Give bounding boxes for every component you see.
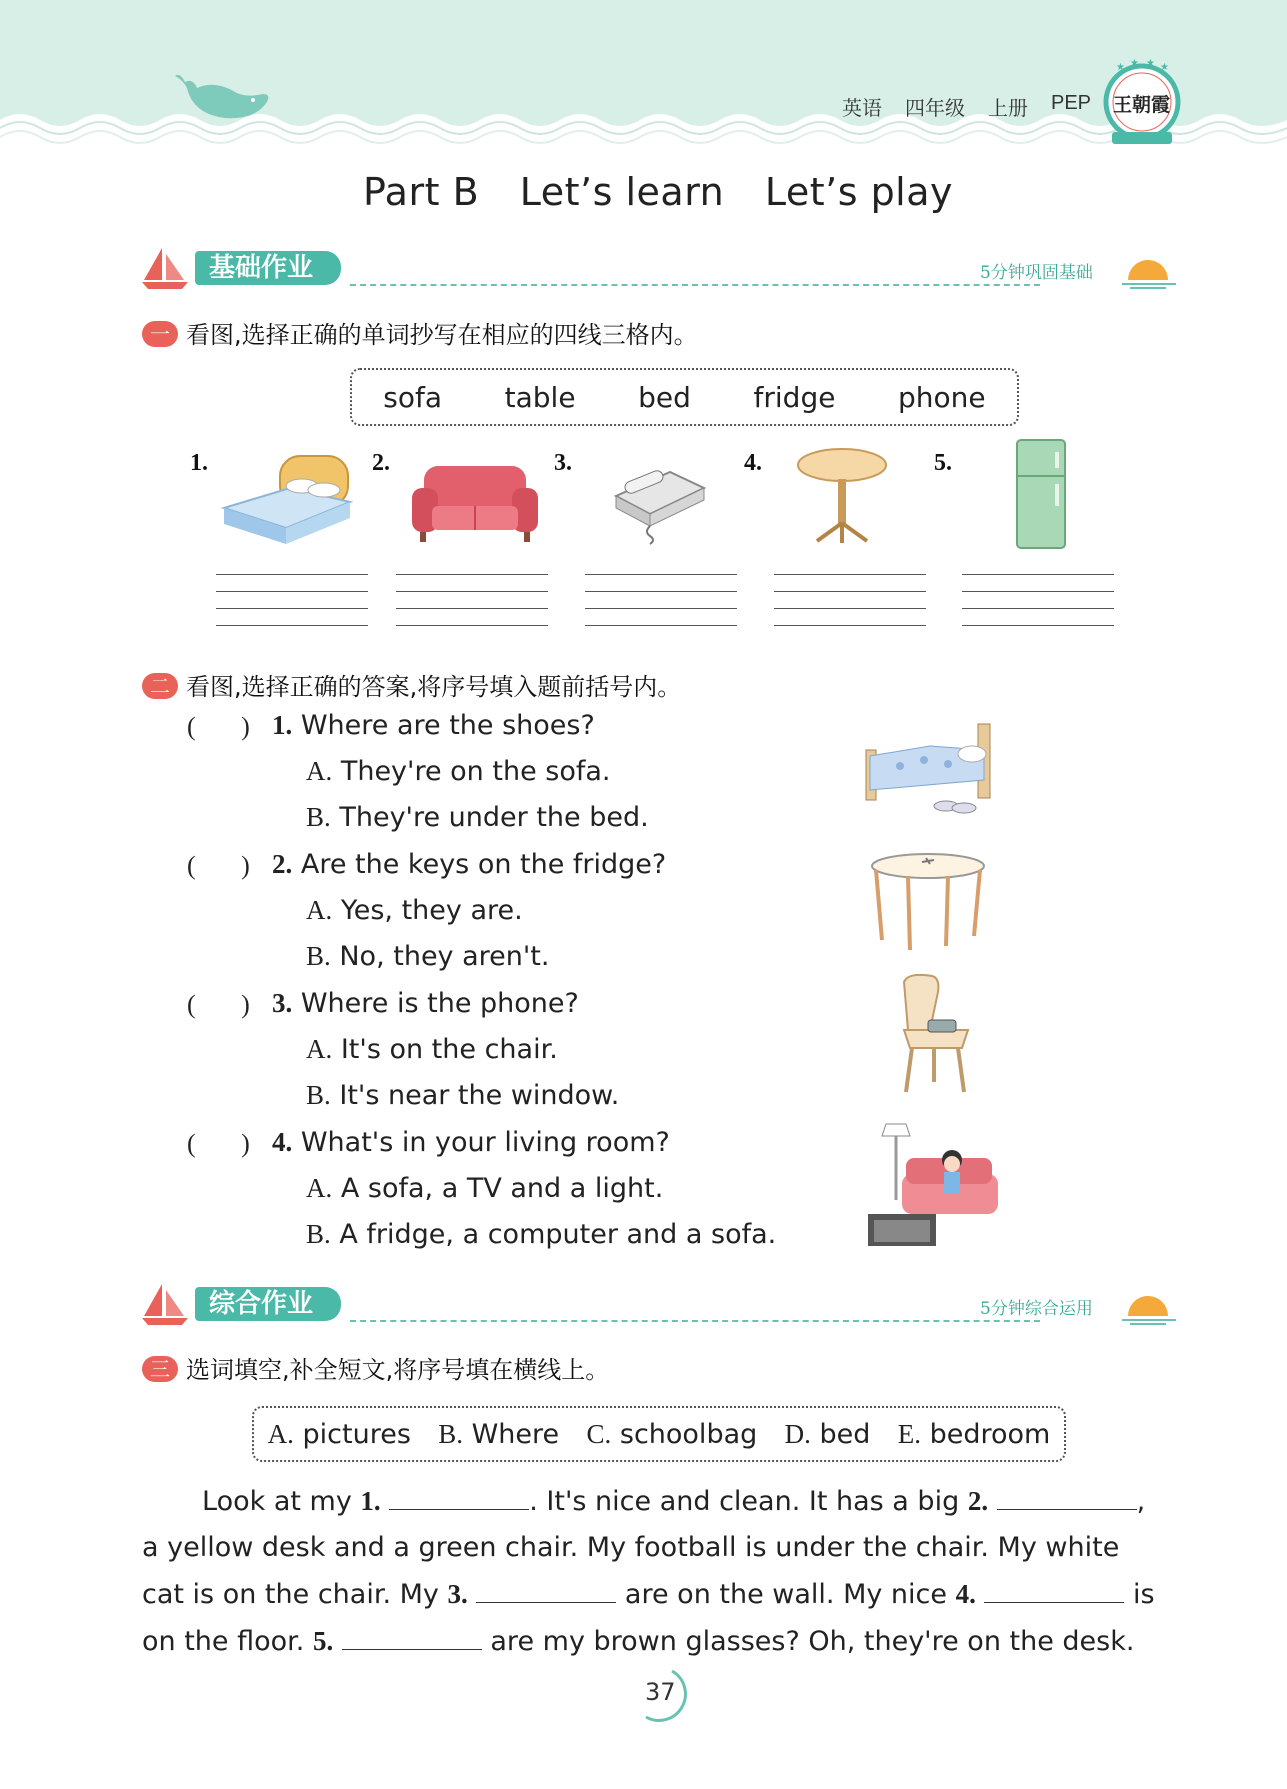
section-label-comprehensive: 综合作业	[195, 1287, 341, 1321]
subject-label: 英语	[842, 98, 882, 120]
q2-instruction	[142, 667, 681, 702]
option-a: A. A sofa, a TV and a light.	[306, 1173, 664, 1204]
option-a: A. Yes, they are.	[306, 895, 523, 926]
picture-number: 5.	[934, 450, 952, 476]
table-with-keys-icon	[868, 850, 988, 955]
picture-number: 4.	[744, 450, 762, 476]
picture-number: 1.	[190, 450, 208, 476]
phone-icon	[610, 462, 710, 547]
volume-label: 上册	[988, 98, 1028, 120]
writing-lines[interactable]	[396, 574, 548, 642]
bed-with-shoes-icon	[860, 720, 1000, 820]
question-3: 3. Where is the phone?	[272, 988, 579, 1019]
section-banner-basic	[140, 246, 1180, 290]
option-a: A. It's on the chair.	[306, 1034, 558, 1065]
option-b: B. They're under the bed.	[306, 802, 649, 833]
section-minutes-comprehensive: 5分钟综合运用	[980, 1299, 1093, 1319]
passage-line: cat is on the chair. My 3. are on the wall. My nice 4. is	[142, 1579, 1155, 1610]
question-4: 4. What's in your living room?	[272, 1127, 670, 1158]
answer-bracket[interactable]: ( )	[187, 712, 250, 741]
svg-text:★: ★	[1160, 62, 1169, 73]
whale-icon	[175, 72, 275, 132]
q2-badge: 二	[142, 673, 178, 699]
svg-text:★: ★	[1116, 62, 1125, 73]
option-item: B. Where	[438, 1418, 560, 1450]
sailboat-icon	[140, 246, 190, 290]
word-bank-item: bed	[638, 380, 691, 414]
title-play: Let’s play	[764, 170, 954, 214]
title-part: Part B	[362, 170, 480, 214]
picture-number: 3.	[554, 450, 572, 476]
grade-label: 四年级	[905, 98, 965, 120]
option-b: B. It's near the window.	[306, 1080, 620, 1111]
sofa-icon	[410, 462, 540, 547]
option-item: E. bedroom	[897, 1418, 1051, 1450]
question-2: 2. Are the keys on the fridge?	[272, 849, 667, 880]
bed-icon	[220, 448, 355, 553]
sun-icon	[1120, 1290, 1180, 1326]
q1-badge: 一	[142, 321, 178, 347]
table-icon	[795, 445, 890, 545]
living-room-icon	[866, 1118, 1006, 1248]
answer-bracket[interactable]: ( )	[187, 851, 250, 880]
q3-word-bank	[252, 1406, 1066, 1462]
option-item: D. bed	[784, 1418, 871, 1450]
writing-lines[interactable]	[585, 574, 737, 642]
word-bank-item: fridge	[753, 380, 836, 414]
writing-lines[interactable]	[774, 574, 926, 642]
passage-line: on the floor. 5. are my brown glasses? Oh, they're on the desk.	[142, 1626, 1135, 1657]
q2-instruction-text: 看图,选择正确的答案,将序号填入题前括号内。	[186, 673, 682, 701]
section-divider	[350, 284, 1040, 286]
question-1: 1. Where are the shoes?	[272, 710, 595, 741]
page-title	[0, 170, 1287, 214]
word-bank-item: sofa	[383, 380, 443, 414]
word-bank-item: phone	[898, 380, 986, 414]
answer-bracket[interactable]: ( )	[187, 1129, 250, 1158]
header-band	[0, 0, 1287, 150]
q3-badge: 三	[142, 1356, 178, 1382]
svg-text:★: ★	[1146, 58, 1155, 69]
chair-with-phone-icon	[898, 972, 978, 1100]
option-item: A. pictures	[267, 1418, 411, 1450]
option-item: C. schoolbag	[586, 1418, 758, 1450]
edition-label: PEP	[1051, 92, 1092, 114]
q1-instruction	[142, 315, 698, 350]
option-b: B. A fridge, a computer and a sofa.	[306, 1219, 777, 1250]
sailboat-icon	[140, 1282, 190, 1326]
q3-instruction	[142, 1350, 609, 1385]
page-number: 37	[645, 1678, 676, 1706]
section-divider	[350, 1320, 1040, 1322]
section-banner-comprehensive	[140, 1282, 1180, 1326]
option-b: B. No, they aren't.	[306, 941, 550, 972]
blank-3[interactable]	[476, 1578, 616, 1603]
q1-word-bank	[350, 368, 1019, 426]
blank-2[interactable]	[997, 1485, 1137, 1510]
logo-text: 王朝霞	[1113, 94, 1171, 116]
writing-lines[interactable]	[216, 574, 368, 642]
brand-logo	[1102, 58, 1182, 148]
q1-instruction-text: 看图,选择正确的单词抄写在相应的四线三格内。	[186, 321, 698, 349]
section-label-basic: 基础作业	[195, 251, 341, 285]
word-bank-item: table	[504, 380, 576, 414]
blank-5[interactable]	[342, 1625, 482, 1650]
fridge-icon	[1015, 438, 1067, 550]
picture-number: 2.	[372, 450, 390, 476]
passage-line: Look at my 1. . It's nice and clean. It has a big 2. ,	[202, 1486, 1146, 1517]
section-minutes-basic: 5分钟巩固基础	[980, 263, 1093, 283]
q3-instruction-text: 选词填空,补全短文,将序号填在横线上。	[186, 1356, 610, 1384]
title-learn: Let’s learn	[519, 170, 725, 214]
svg-text:★: ★	[1130, 58, 1139, 69]
passage-line: a yellow desk and a green chair. My football is under the chair. My white	[142, 1532, 1120, 1563]
sun-icon	[1120, 254, 1180, 290]
writing-lines[interactable]	[962, 574, 1114, 642]
cloze-passage	[142, 1478, 1176, 1665]
blank-4[interactable]	[984, 1578, 1124, 1603]
option-a: A. They're on the sofa.	[306, 756, 611, 787]
answer-bracket[interactable]: ( )	[187, 990, 250, 1019]
blank-1[interactable]	[389, 1485, 529, 1510]
